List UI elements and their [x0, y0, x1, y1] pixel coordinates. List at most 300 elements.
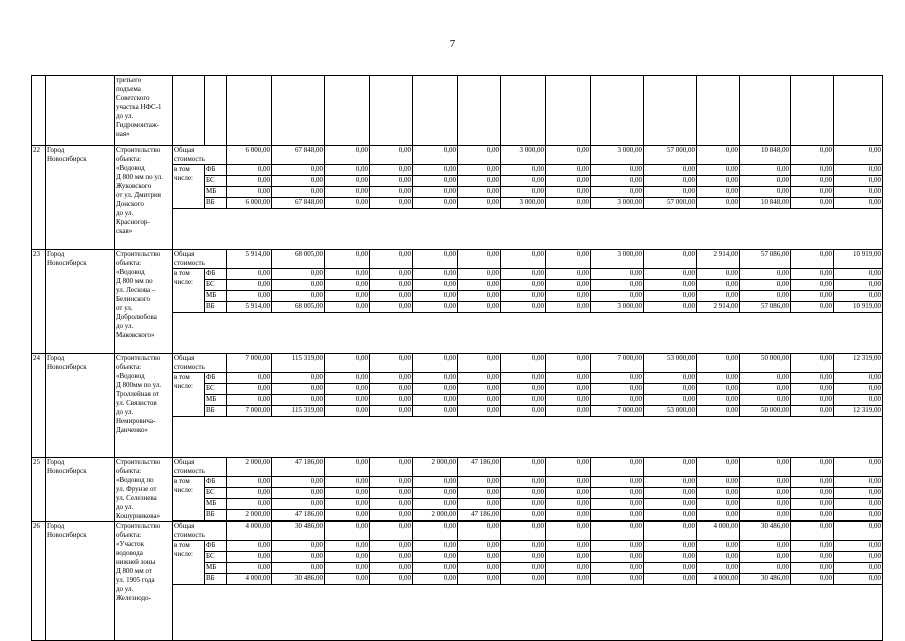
- amount-cell: 3 000,00: [591, 198, 644, 209]
- amount-cell: 0,00: [458, 146, 501, 165]
- amount-cell: 0,00: [740, 269, 791, 280]
- amount-cell: 68 005,00: [272, 302, 325, 313]
- amount-cell: 0,00: [546, 269, 591, 280]
- amount-cell: 0,00: [413, 373, 458, 384]
- amount-cell: 0,00: [834, 373, 883, 384]
- amount-cell: 3 000,00: [591, 250, 644, 269]
- in-that-label: в том числе:: [173, 541, 205, 585]
- amount-cell: 0,00: [791, 187, 834, 198]
- amount-cell: 5 914,00: [227, 302, 272, 313]
- amount-cell: 0,00: [591, 176, 644, 187]
- amount-cell: 0,00: [591, 373, 644, 384]
- amount-cell: 0,00: [370, 250, 413, 269]
- amount-cell: 0,00: [370, 499, 413, 510]
- in-that-label: в том числе:: [173, 269, 205, 313]
- fund-code: БС: [205, 552, 227, 563]
- amount-cell: 0,00: [644, 165, 697, 176]
- total-cost-label: Общая стоимость: [173, 458, 227, 477]
- fund-code: ВБ: [205, 574, 227, 585]
- continuation-row: [32, 76, 883, 146]
- amount-cell: 0,00: [546, 395, 591, 406]
- amount-cell: 0,00: [227, 291, 272, 302]
- fund-code: МБ: [205, 291, 227, 302]
- amount-cell: 0,00: [834, 269, 883, 280]
- amount-cell: 0,00: [791, 373, 834, 384]
- amount-cell: 0,00: [458, 477, 501, 488]
- amount-cell: 0,00: [458, 302, 501, 313]
- amount-cell: 7 000,00: [591, 354, 644, 373]
- amount-cell: 0,00: [413, 165, 458, 176]
- amount-cell: 0,00: [791, 541, 834, 552]
- amount-cell: 0,00: [458, 187, 501, 198]
- amount-cell: 0,00: [591, 541, 644, 552]
- amount-cell: 68 005,00: [272, 250, 325, 269]
- amount-cell: 0,00: [458, 499, 501, 510]
- amount-cell: 0,00: [644, 522, 697, 541]
- amount-cell: 0,00: [458, 250, 501, 269]
- amount-cell: 0,00: [370, 477, 413, 488]
- amount-cell: 0,00: [227, 541, 272, 552]
- amount-cell: 67 848,00: [272, 146, 325, 165]
- amount-cell: 0,00: [325, 395, 370, 406]
- amount-cell: 0,00: [791, 250, 834, 269]
- amount-cell: 0,00: [413, 269, 458, 280]
- amount-cell: 0,00: [546, 552, 591, 563]
- amount-cell: 0,00: [325, 541, 370, 552]
- amount-cell: 0,00: [591, 574, 644, 585]
- amount-cell: 0,00: [546, 406, 591, 417]
- in-that-label: в том числе:: [173, 165, 205, 209]
- amount-cell: 30 486,00: [272, 522, 325, 541]
- amount-cell: 0,00: [740, 373, 791, 384]
- amount-cell: 0,00: [697, 165, 740, 176]
- amount-cell: 3 000,00: [501, 198, 546, 209]
- amount-cell: 0,00: [740, 291, 791, 302]
- amount-cell: 12 319,00: [834, 354, 883, 373]
- amount-cell: 0,00: [791, 280, 834, 291]
- amount-cell: 0,00: [227, 165, 272, 176]
- amount-cell: 0,00: [413, 384, 458, 395]
- amount-cell: 0,00: [644, 176, 697, 187]
- amount-cell: 0,00: [370, 384, 413, 395]
- amount-cell: 0,00: [413, 574, 458, 585]
- amount-cell: 0,00: [413, 541, 458, 552]
- amount-cell: 0,00: [697, 280, 740, 291]
- amount-cell: 0,00: [591, 488, 644, 499]
- fund-code: МБ: [205, 187, 227, 198]
- amount-cell: 0,00: [644, 458, 697, 477]
- table-row: [32, 250, 883, 269]
- amount-cell: 53 000,00: [644, 354, 697, 373]
- project-city: Город Новосибирск: [46, 522, 115, 641]
- amount-cell: 53 000,00: [644, 406, 697, 417]
- amount-cell: 0,00: [697, 187, 740, 198]
- amount-cell: 4 000,00: [227, 574, 272, 585]
- amount-cell: 2 000,00: [227, 510, 272, 521]
- amount-cell: 0,00: [325, 165, 370, 176]
- amount-cell: 47 186,00: [272, 458, 325, 477]
- amount-cell: 0,00: [325, 176, 370, 187]
- amount-cell: 4 000,00: [697, 522, 740, 541]
- amount-cell: 3 000,00: [501, 146, 546, 165]
- amount-cell: 0,00: [458, 574, 501, 585]
- amount-cell: 0,00: [227, 477, 272, 488]
- amount-cell: 0,00: [227, 499, 272, 510]
- amount-cell: 0,00: [697, 488, 740, 499]
- amount-cell: 115 319,00: [272, 354, 325, 373]
- amount-cell: 0,00: [791, 458, 834, 477]
- amount-cell: 0,00: [791, 499, 834, 510]
- amount-cell: 57 000,00: [644, 198, 697, 209]
- amount-cell: 0,00: [546, 563, 591, 574]
- amount-cell: 0,00: [458, 541, 501, 552]
- amount-cell: 0,00: [325, 499, 370, 510]
- investment-table: [31, 75, 883, 641]
- amount-cell: 0,00: [227, 563, 272, 574]
- amount-cell: 6 000,00: [227, 198, 272, 209]
- amount-cell: 0,00: [591, 395, 644, 406]
- amount-cell: 0,00: [370, 269, 413, 280]
- amount-cell: 0,00: [370, 198, 413, 209]
- fund-code: БС: [205, 280, 227, 291]
- fund-code: ВБ: [205, 510, 227, 521]
- amount-cell: 57 086,00: [740, 250, 791, 269]
- amount-cell: 0,00: [740, 395, 791, 406]
- project-no: 26: [32, 522, 46, 641]
- amount-cell: 0,00: [834, 176, 883, 187]
- amount-cell: 30 486,00: [740, 522, 791, 541]
- amount-cell: 50 000,00: [740, 354, 791, 373]
- amount-cell: 0,00: [644, 373, 697, 384]
- amount-cell: 0,00: [740, 187, 791, 198]
- amount-cell: 0,00: [227, 488, 272, 499]
- amount-cell: 0,00: [834, 187, 883, 198]
- fund-code: ФБ: [205, 541, 227, 552]
- amount-cell: 0,00: [697, 395, 740, 406]
- amount-cell: 47 186,00: [458, 510, 501, 521]
- amount-cell: 0,00: [834, 280, 883, 291]
- amount-cell: 4 000,00: [697, 574, 740, 585]
- fund-code: ФБ: [205, 373, 227, 384]
- amount-cell: 0,00: [697, 146, 740, 165]
- amount-cell: 0,00: [413, 302, 458, 313]
- amount-cell: 0,00: [272, 291, 325, 302]
- amount-cell: 0,00: [370, 552, 413, 563]
- amount-cell: 0,00: [697, 552, 740, 563]
- amount-cell: 0,00: [413, 198, 458, 209]
- amount-cell: 0,00: [501, 280, 546, 291]
- fund-code: ВБ: [205, 198, 227, 209]
- amount-cell: 0,00: [740, 280, 791, 291]
- project-no: 24: [32, 354, 46, 458]
- amount-cell: 0,00: [591, 269, 644, 280]
- amount-cell: 0,00: [697, 176, 740, 187]
- amount-cell: 0,00: [697, 373, 740, 384]
- amount-cell: 0,00: [791, 291, 834, 302]
- amount-cell: 0,00: [697, 291, 740, 302]
- amount-cell: 0,00: [546, 280, 591, 291]
- amount-cell: 0,00: [325, 146, 370, 165]
- amount-cell: 0,00: [227, 280, 272, 291]
- amount-cell: 0,00: [325, 477, 370, 488]
- amount-cell: 0,00: [325, 574, 370, 585]
- amount-cell: 0,00: [834, 510, 883, 521]
- amount-cell: 0,00: [791, 488, 834, 499]
- amount-cell: 3 000,00: [591, 146, 644, 165]
- fund-code: ФБ: [205, 477, 227, 488]
- amount-cell: 0,00: [501, 477, 546, 488]
- amount-cell: 2 000,00: [413, 458, 458, 477]
- amount-cell: 0,00: [546, 458, 591, 477]
- amount-cell: 0,00: [370, 373, 413, 384]
- amount-cell: 0,00: [325, 563, 370, 574]
- amount-cell: 0,00: [325, 406, 370, 417]
- amount-cell: 0,00: [546, 541, 591, 552]
- amount-cell: 0,00: [227, 373, 272, 384]
- amount-cell: 0,00: [834, 552, 883, 563]
- amount-cell: 0,00: [501, 488, 546, 499]
- amount-cell: 0,00: [370, 406, 413, 417]
- amount-cell: 0,00: [227, 269, 272, 280]
- amount-cell: 0,00: [227, 384, 272, 395]
- fund-code: БС: [205, 176, 227, 187]
- amount-cell: 0,00: [458, 406, 501, 417]
- amount-cell: 0,00: [591, 291, 644, 302]
- amount-cell: 0,00: [458, 488, 501, 499]
- amount-cell: 0,00: [325, 302, 370, 313]
- amount-cell: 0,00: [458, 198, 501, 209]
- amount-cell: 0,00: [325, 198, 370, 209]
- amount-cell: 0,00: [740, 458, 791, 477]
- amount-cell: 0,00: [458, 269, 501, 280]
- amount-cell: 0,00: [501, 563, 546, 574]
- amount-cell: 0,00: [697, 198, 740, 209]
- amount-cell: 4 000,00: [227, 522, 272, 541]
- amount-cell: 0,00: [325, 510, 370, 521]
- amount-cell: 0,00: [325, 187, 370, 198]
- project-city: Город Новосибирск: [46, 146, 115, 250]
- amount-cell: 0,00: [791, 574, 834, 585]
- amount-cell: 0,00: [740, 510, 791, 521]
- amount-cell: 0,00: [325, 280, 370, 291]
- amount-cell: 0,00: [740, 477, 791, 488]
- amount-cell: 0,00: [834, 291, 883, 302]
- amount-cell: 30 486,00: [272, 574, 325, 585]
- amount-cell: 0,00: [458, 395, 501, 406]
- amount-cell: 0,00: [458, 280, 501, 291]
- amount-cell: 0,00: [458, 291, 501, 302]
- project-city: Город Новосибирск: [46, 354, 115, 458]
- amount-cell: 0,00: [325, 373, 370, 384]
- fund-code: МБ: [205, 395, 227, 406]
- amount-cell: 0,00: [413, 354, 458, 373]
- table-row: [32, 146, 883, 165]
- amount-cell: 0,00: [501, 250, 546, 269]
- fund-code: БС: [205, 488, 227, 499]
- amount-cell: 0,00: [272, 384, 325, 395]
- table-row: [32, 522, 883, 541]
- total-cost-label: Общая стоимость: [173, 354, 227, 373]
- amount-cell: 0,00: [325, 354, 370, 373]
- amount-cell: 0,00: [501, 187, 546, 198]
- amount-cell: 67 848,00: [272, 198, 325, 209]
- amount-cell: 0,00: [740, 541, 791, 552]
- amount-cell: 0,00: [834, 488, 883, 499]
- project-no: 22: [32, 146, 46, 250]
- amount-cell: 0,00: [546, 499, 591, 510]
- amount-cell: 0,00: [370, 187, 413, 198]
- amount-cell: 0,00: [644, 395, 697, 406]
- amount-cell: 0,00: [458, 176, 501, 187]
- amount-cell: 0,00: [325, 458, 370, 477]
- amount-cell: 0,00: [272, 165, 325, 176]
- amount-cell: 0,00: [591, 522, 644, 541]
- amount-cell: 0,00: [370, 291, 413, 302]
- amount-cell: 0,00: [697, 406, 740, 417]
- amount-cell: 0,00: [413, 499, 458, 510]
- in-that-label: в том числе:: [173, 373, 205, 417]
- amount-cell: 2 914,00: [697, 250, 740, 269]
- amount-cell: 0,00: [644, 302, 697, 313]
- amount-cell: 0,00: [644, 563, 697, 574]
- amount-cell: 0,00: [791, 354, 834, 373]
- amount-cell: 0,00: [644, 541, 697, 552]
- amount-cell: 0,00: [834, 522, 883, 541]
- amount-cell: 57 000,00: [644, 146, 697, 165]
- amount-cell: 6 000,00: [227, 146, 272, 165]
- amount-cell: 0,00: [227, 176, 272, 187]
- amount-cell: 0,00: [370, 522, 413, 541]
- amount-cell: 0,00: [644, 187, 697, 198]
- amount-cell: 0,00: [834, 458, 883, 477]
- amount-cell: 0,00: [272, 477, 325, 488]
- amount-cell: 10 919,00: [834, 302, 883, 313]
- amount-cell: 0,00: [546, 198, 591, 209]
- amount-cell: 0,00: [227, 395, 272, 406]
- amount-cell: 0,00: [740, 488, 791, 499]
- amount-cell: 0,00: [644, 574, 697, 585]
- amount-cell: 0,00: [413, 395, 458, 406]
- amount-cell: 0,00: [413, 187, 458, 198]
- amount-cell: 0,00: [413, 176, 458, 187]
- amount-cell: 0,00: [501, 499, 546, 510]
- amount-cell: 10 848,00: [740, 198, 791, 209]
- amount-cell: 0,00: [325, 269, 370, 280]
- amount-cell: 0,00: [591, 563, 644, 574]
- amount-cell: 0,00: [413, 552, 458, 563]
- amount-cell: 0,00: [791, 146, 834, 165]
- project-object: Строительство объекта: «Участок водовода нижней зоны Д 800 мм от ул. 1905 года до ул. Железнодо-: [115, 522, 173, 641]
- amount-cell: 5 914,00: [227, 250, 272, 269]
- amount-cell: 7 000,00: [227, 354, 272, 373]
- amount-cell: 0,00: [697, 499, 740, 510]
- amount-cell: 0,00: [272, 176, 325, 187]
- total-cost-label: Общая стоимость: [173, 522, 227, 541]
- amount-cell: 0,00: [325, 250, 370, 269]
- amount-cell: 0,00: [740, 165, 791, 176]
- project-city: Город Новосибирск: [46, 458, 115, 522]
- fund-code: ФБ: [205, 165, 227, 176]
- amount-cell: 10 848,00: [740, 146, 791, 165]
- amount-cell: 0,00: [697, 458, 740, 477]
- amount-cell: 0,00: [325, 522, 370, 541]
- amount-cell: 0,00: [740, 563, 791, 574]
- amount-cell: 0,00: [834, 563, 883, 574]
- amount-cell: 0,00: [272, 552, 325, 563]
- total-cost-label: Общая стоимость: [173, 250, 227, 269]
- amount-cell: 0,00: [546, 354, 591, 373]
- amount-cell: 0,00: [697, 563, 740, 574]
- amount-cell: 0,00: [546, 187, 591, 198]
- amount-cell: 0,00: [501, 354, 546, 373]
- amount-cell: 0,00: [370, 395, 413, 406]
- project-no: 25: [32, 458, 46, 522]
- continuation-text: третьего подъема Советского участка НФС-1 до ул. Гидромонтаж- ная»: [115, 76, 173, 146]
- amount-cell: 0,00: [644, 488, 697, 499]
- amount-cell: 0,00: [697, 384, 740, 395]
- amount-cell: 0,00: [791, 302, 834, 313]
- amount-cell: 7 000,00: [591, 406, 644, 417]
- amount-cell: 0,00: [370, 146, 413, 165]
- project-object: Строительство объекта: «Водовод Д 800 мм по ул. Лескова – Белинского от ул. Добролюбова до ул. Маковского»: [115, 250, 173, 354]
- amount-cell: 0,00: [325, 384, 370, 395]
- amount-cell: 30 486,00: [740, 574, 791, 585]
- amount-cell: 0,00: [546, 510, 591, 521]
- amount-cell: 0,00: [501, 510, 546, 521]
- amount-cell: 0,00: [458, 354, 501, 373]
- amount-cell: 0,00: [591, 458, 644, 477]
- amount-cell: 0,00: [501, 165, 546, 176]
- amount-cell: 0,00: [370, 176, 413, 187]
- amount-cell: 0,00: [413, 488, 458, 499]
- amount-cell: 0,00: [413, 477, 458, 488]
- amount-cell: 0,00: [740, 384, 791, 395]
- fund-code: ВБ: [205, 302, 227, 313]
- amount-cell: 0,00: [834, 384, 883, 395]
- amount-cell: 0,00: [458, 552, 501, 563]
- amount-cell: 0,00: [546, 146, 591, 165]
- amount-cell: 0,00: [644, 280, 697, 291]
- amount-cell: 0,00: [413, 146, 458, 165]
- amount-cell: 0,00: [413, 291, 458, 302]
- amount-cell: 0,00: [644, 552, 697, 563]
- amount-cell: 0,00: [791, 522, 834, 541]
- amount-cell: 2 000,00: [227, 458, 272, 477]
- amount-cell: 0,00: [591, 165, 644, 176]
- in-that-label: в том числе:: [173, 477, 205, 521]
- amount-cell: 0,00: [791, 384, 834, 395]
- amount-cell: 0,00: [791, 165, 834, 176]
- amount-cell: 0,00: [791, 510, 834, 521]
- amount-cell: 0,00: [644, 250, 697, 269]
- amount-cell: 0,00: [413, 406, 458, 417]
- amount-cell: 0,00: [272, 373, 325, 384]
- amount-cell: 0,00: [791, 552, 834, 563]
- amount-cell: 0,00: [791, 395, 834, 406]
- amount-cell: 0,00: [370, 563, 413, 574]
- table-row: [32, 354, 883, 373]
- amount-cell: 0,00: [501, 302, 546, 313]
- amount-cell: 0,00: [413, 563, 458, 574]
- amount-cell: 0,00: [370, 165, 413, 176]
- amount-cell: 0,00: [272, 269, 325, 280]
- amount-cell: 50 000,00: [740, 406, 791, 417]
- amount-cell: 0,00: [325, 488, 370, 499]
- fund-code: МБ: [205, 499, 227, 510]
- amount-cell: 0,00: [697, 541, 740, 552]
- amount-cell: 0,00: [501, 384, 546, 395]
- amount-cell: 0,00: [370, 458, 413, 477]
